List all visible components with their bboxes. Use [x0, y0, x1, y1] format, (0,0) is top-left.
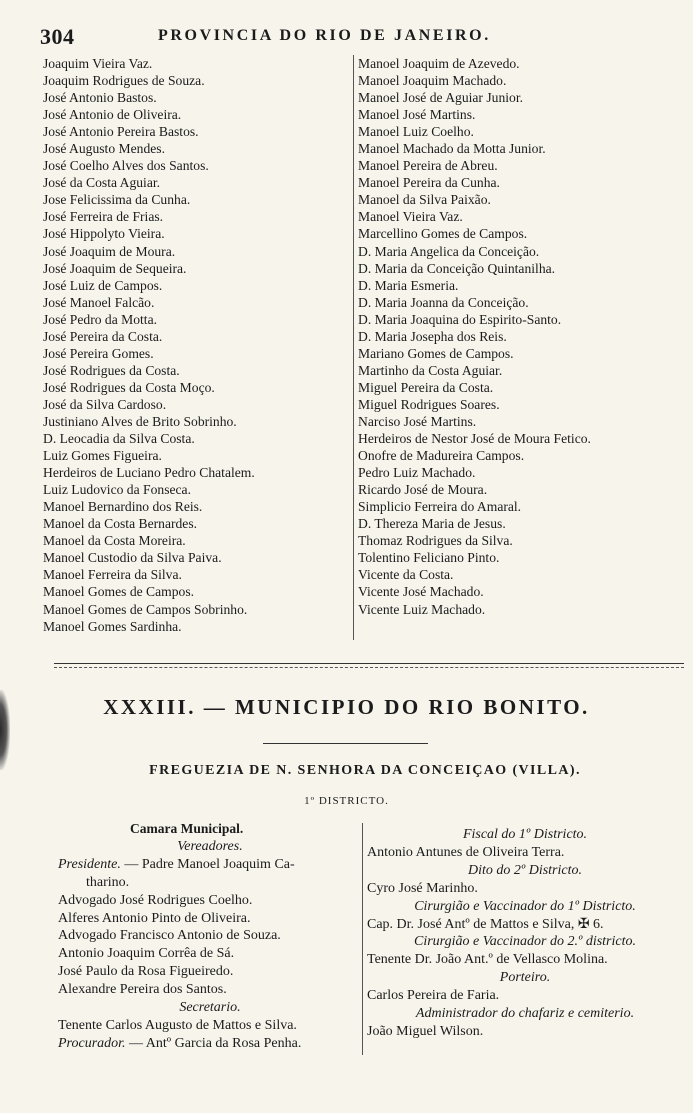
porteiro-label: Porteiro.	[499, 970, 551, 986]
cirurgiao1-label: Cirurgião e Vaccinador do 1º Districto.	[414, 898, 636, 914]
cirurgiao2-label: Cirurgião e Vaccinador do 2.º districto.	[414, 934, 636, 950]
officials-block	[367, 826, 683, 1041]
name-entry: Manoel Luiz Coelho.	[358, 124, 474, 140]
name-entry: José Coelho Alves dos Santos.	[43, 158, 209, 174]
name-entry: D. Maria Joaquina do Espirito-Santo.	[358, 311, 562, 327]
name-entry: Manoel Pereira da Cunha.	[358, 175, 500, 191]
name-entry: Mariano Gomes de Campos.	[358, 345, 514, 361]
vereadores-list	[58, 892, 362, 999]
cirurgiao1-name: Cap. Dr. José Antº de Mattos e Silva, ✠ 6.	[367, 916, 604, 932]
name-entry: Manoel da Silva Paixão.	[358, 192, 491, 208]
name-entry: Ricardo José de Moura.	[358, 482, 488, 498]
names-column-left	[43, 55, 255, 635]
camara-heading: Camara Municipal.	[130, 821, 244, 836]
name-entry: José Joaquim de Sequeira.	[43, 260, 187, 276]
name-entry: Manoel José Martins.	[358, 107, 476, 123]
name-entry: Herdeiros de Nestor José de Moura Fetico.	[358, 431, 591, 447]
name-entry: José Pedro da Motta.	[43, 311, 158, 327]
name-entry: Justiniano Alves de Brito Sobrinho.	[43, 413, 237, 429]
name-entry: Manoel José de Aguiar Junior.	[358, 90, 523, 106]
vereador-entry: Alferes Antonio Pinto de Oliveira.	[58, 910, 251, 926]
vereadores-label: Vereadores.	[177, 838, 243, 854]
secretario-label: Secretario.	[179, 1000, 241, 1016]
name-entry: Simplicio Ferreira do Amaral.	[358, 499, 522, 515]
fiscal1-label: Fiscal do 1º Districto.	[462, 827, 588, 842]
name-entry: Joaquim Vieira Vaz.	[43, 56, 153, 71]
name-entry: D. Thereza Maria de Jesus.	[358, 516, 506, 532]
name-entry: Manoel Joaquim de Azevedo.	[358, 56, 520, 71]
name-entry: Miguel Rodrigues Soares.	[358, 396, 500, 412]
name-entry: Pedro Luiz Machado.	[358, 465, 476, 481]
name-entry: José Antonio Bastos.	[43, 90, 157, 106]
name-entry: Manoel Joaquim Machado.	[358, 73, 507, 89]
name-entry: José Antonio de Oliveira.	[43, 107, 182, 123]
name-entry: Manoel Machado da Motta Junior.	[358, 141, 546, 157]
name-entry: Tolentino Feliciano Pinto.	[358, 550, 500, 566]
name-entry: Manoel Vieira Vaz.	[358, 209, 463, 225]
page-header	[40, 24, 660, 48]
name-entry: José Luiz de Campos.	[43, 277, 163, 293]
column-divider	[353, 55, 354, 640]
name-entry: Joaquim Rodrigues de Souza.	[43, 73, 205, 89]
name-entry: D. Maria Angelica da Conceição.	[358, 243, 540, 259]
name-entry: Herdeiros de Luciano Pedro Chatalem.	[43, 465, 255, 481]
page-number: 304	[40, 24, 75, 49]
vereador-entry: Advogado Francisco Antonio de Souza.	[58, 928, 281, 944]
name-entry: D. Maria Esmeria.	[358, 277, 459, 293]
name-entry: Manoel Pereira de Abreu.	[358, 158, 498, 174]
presidente-label: Presidente.	[58, 856, 121, 872]
title-underline	[263, 743, 428, 744]
procurador-line	[58, 1035, 362, 1053]
name-entry: Vicente da Costa.	[358, 567, 454, 583]
section-title: XXXIII. — MUNICIPIO DO RIO BONITO.	[103, 695, 590, 719]
name-entry: Thomaz Rodrigues da Silva.	[358, 533, 513, 549]
name-entry: José Rodrigues da Costa Moço.	[43, 379, 215, 395]
section-rule	[54, 663, 684, 664]
name-entry: José Hippolyto Vieira.	[43, 226, 165, 242]
name-entry: Jose Felicissima da Cunha.	[43, 192, 191, 208]
vereador-entry: Alexandre Pereira dos Santos.	[58, 982, 227, 998]
vereador-entry: Antonio Joaquim Corrêa de Sá.	[58, 946, 235, 962]
vereador-entry: Advogado José Rodrigues Coelho.	[58, 892, 253, 908]
fiscal2-label: Dito do 2º Districto.	[467, 862, 582, 878]
secretario-name: Tenente Carlos Augusto de Mattos e Silva.	[58, 1017, 297, 1033]
name-entry: D. Maria Joanna da Conceição.	[358, 294, 529, 310]
names-column-right	[358, 55, 591, 618]
name-entry: José Manoel Falcão.	[43, 294, 155, 310]
name-entry: Manoel Gomes Sardinha.	[43, 618, 182, 634]
name-entry: Manoel da Costa Bernardes.	[43, 516, 198, 532]
section-rule-dashed	[54, 667, 684, 668]
name-entry: José Augusto Mendes.	[43, 141, 165, 157]
name-entry: Manoel da Costa Moreira.	[43, 533, 186, 549]
name-entry: José Pereira Gomes.	[43, 345, 154, 361]
name-entry: Martinho da Costa Aguiar.	[358, 362, 503, 378]
name-entry: D. Maria Josepha dos Reis.	[358, 328, 507, 344]
presidente-name: — Padre Manoel Joaquim Ca-	[120, 856, 295, 872]
column-divider-lower	[362, 823, 363, 1055]
freguezia-heading: FREGUEZIA DE N. SENHORA DA CONCEIÇAO (VILLA).	[149, 763, 581, 778]
procurador-name: — Antº Garcia da Rosa Penha.	[125, 1035, 302, 1051]
name-entry: José da Silva Cardoso.	[43, 396, 167, 412]
cirurgiao2-name: Tenente Dr. João Ant.º de Vellasco Molina.	[367, 952, 608, 968]
name-entry: Manoel Bernardino dos Reis.	[43, 499, 203, 515]
fiscal1-name: Antonio Antunes de Oliveira Terra.	[367, 844, 565, 860]
name-entry: D. Maria da Conceição Quintanilha.	[358, 260, 556, 276]
name-entry: José Ferreira de Frias.	[43, 209, 164, 225]
name-entry: Manoel Gomes de Campos Sobrinho.	[43, 601, 248, 617]
name-entry: Miguel Pereira da Costa.	[358, 379, 494, 395]
camara-municipal-block	[58, 820, 362, 1053]
name-entry: José Pereira da Costa.	[43, 328, 163, 344]
administrador-name: João Miguel Wilson.	[367, 1023, 484, 1039]
name-entry: Manoel Gomes de Campos.	[43, 584, 195, 600]
name-entry: Narciso José Martins.	[358, 413, 477, 429]
name-entry: Manoel Ferreira da Silva.	[43, 567, 182, 583]
name-entry: Manoel Custodio da Silva Paiva.	[43, 550, 222, 566]
name-entry: José Rodrigues da Costa.	[43, 362, 180, 378]
procurador-label: Procurador.	[58, 1035, 126, 1051]
fiscal2-name: Cyro José Marinho.	[367, 880, 478, 896]
name-entry: José Joaquim de Moura.	[43, 243, 176, 259]
name-entry: D. Leocadia da Silva Costa.	[43, 431, 195, 447]
name-entry: Vicente Luiz Machado.	[358, 601, 486, 617]
name-entry: Luiz Gomes Figueira.	[43, 448, 162, 464]
name-entry: José Antonio Pereira Bastos.	[43, 124, 199, 140]
name-entry: José da Costa Aguiar.	[43, 175, 161, 191]
name-entry: Marcellino Gomes de Campos.	[358, 226, 528, 242]
district-heading: 1º DISTRICTO.	[304, 795, 389, 807]
porteiro-name: Carlos Pereira de Faria.	[367, 988, 500, 1004]
name-entry: Onofre de Madureira Campos.	[358, 448, 525, 464]
name-entry: Vicente José Machado.	[358, 584, 484, 600]
name-entry: Luiz Ludovico da Fonseca.	[43, 482, 191, 498]
vereador-entry: José Paulo da Rosa Figueiredo.	[58, 964, 234, 980]
presidente-line	[58, 856, 362, 874]
administrador-label: Administrador do chafariz e cemiterio.	[415, 1006, 635, 1022]
presidente-name-cont: tharino.	[86, 874, 130, 890]
running-title: PROVINCIA DO RIO DE JANEIRO.	[158, 27, 491, 44]
